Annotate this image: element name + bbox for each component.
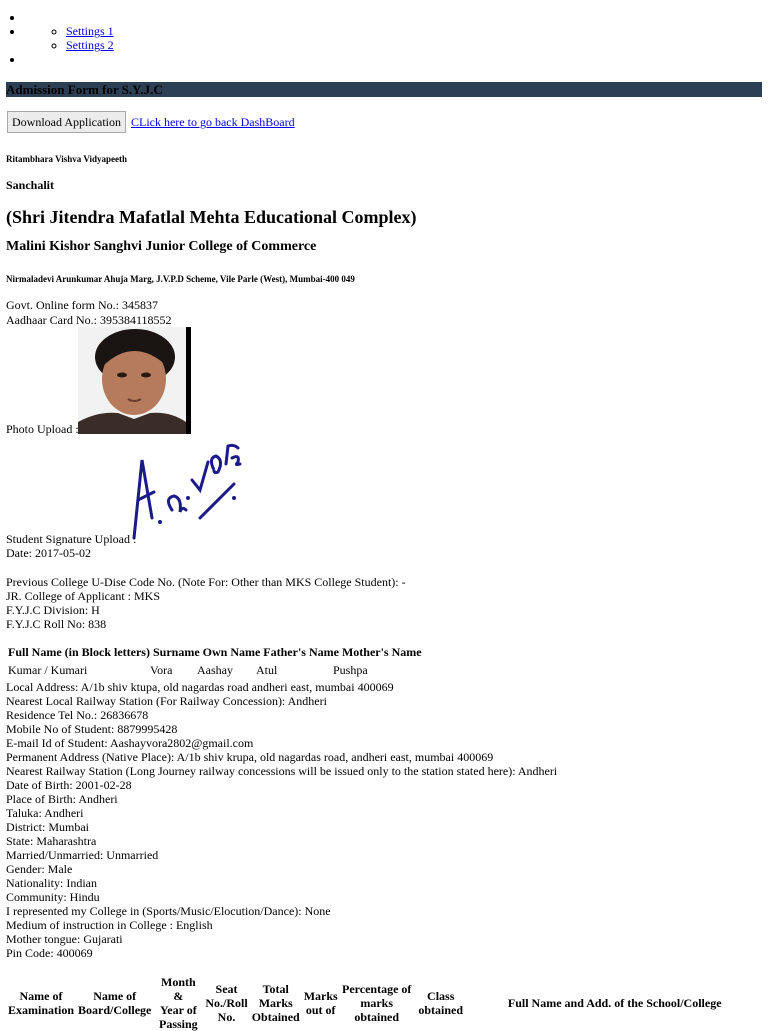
nav-item-empty-1 [24,10,114,24]
col-name-of-examination [6,975,76,1031]
place-of-birth: Place of Birth: Andheri [6,792,118,806]
col-school-name-address [468,975,762,1031]
col-header-line: Examination [8,1003,75,1017]
col-name-of-board [76,975,153,1031]
nav-item-settings [24,24,114,52]
col-month-year [153,975,203,1031]
col-header-line: Seat [215,982,238,996]
name-title: Kumar / Kumari [8,663,88,677]
institution-line-2: Sanchalit [6,178,55,192]
nav-item-empty-2 [24,52,114,66]
col-header-line: obtained [418,1003,464,1017]
institution-line-3: (Shri Jitendra Mafatlal Mehta Educational Complex) [6,207,417,227]
represented-college: I represented my College in (Sports/Music/Elocution/Dance): None [6,904,331,918]
dashboard-link[interactable]: CLick here to go back DashBoard [130,115,295,129]
marital-status: Married/Unmarried: Unmarried [6,848,159,862]
col-header-line: Board/College [78,1003,152,1017]
college-name: Malini Kishor Sanghvi Junior College of Commerce [6,239,317,254]
fyjc-division: F.Y.J.C Division: H [6,603,100,617]
col-header-line: Marks [258,996,293,1010]
state: State: Maharashtra [6,834,97,848]
student-signature [130,440,242,544]
download-application-button[interactable]: Download Application [7,111,126,133]
col-header-line: Month & [161,975,196,1003]
submenu-item-settings-2 [66,38,114,52]
application-date: Date: 2017-05-02 [6,546,91,560]
signature-upload-label: Student Signature Upload : [6,532,137,546]
student-details [6,680,557,960]
col-header-line: out of [305,1003,336,1017]
district: District: Mumbai [6,820,89,834]
settings-1-link[interactable]: Settings 1 [66,24,114,38]
col-header-line: Full Name and Add. of the School/College [507,996,722,1010]
col-header-line: Obtained [251,1010,300,1024]
residence-tel: Residence Tel No.: 26836678 [6,708,149,722]
taluka: Taluka: Andheri [6,806,84,820]
col-header-line: Percentage of [341,982,412,996]
col-header-line: marks [360,996,394,1010]
fyjc-roll-no: F.Y.J.C Roll No: 838 [6,617,107,631]
exam-table [6,975,762,1031]
settings-submenu [24,24,114,52]
institution-line-1: Ritambhara Vishva Vidyapeeth [6,154,128,164]
surname: Vora [150,663,173,677]
col-total-marks [250,975,302,1031]
col-header-line: No./Roll [205,996,248,1010]
col-percentage [340,975,414,1031]
college-address: Nirmaladevi Arunkumar Ahuja Marg, J.V.P.D Scheme, Vile Parle (West), Mumbai-400 049 [6,274,355,284]
col-header-line: Name of [19,989,63,1003]
govt-form-number: Govt. Online form No.: 345837 [6,298,158,312]
mother-tongue: Mother tongue: Gujarati [6,932,123,946]
col-header-line: Total [262,982,289,996]
col-header-line: Year of [159,1003,197,1017]
nationality: Nationality: Indian [6,876,97,890]
gender: Gender: Male [6,862,73,876]
student-photo [78,327,191,434]
top-nav [6,10,114,66]
community: Community: Hindu [6,890,100,904]
name-table-header: Full Name (in Block letters) Surname Own Name Father's Name Mother's Name [8,645,422,659]
col-header-line: No. [217,1010,236,1024]
nearest-local-station: Nearest Local Railway Station (For Railway Concession): Andheri [6,694,327,708]
page-title-bar [6,82,762,97]
page-title: Admission Form for S.Y.J.C [6,82,163,97]
permanent-address: Permanent Address (Native Place): A/1b shiv krupa, old nagardas road, andheri east, mumbai 400069 [6,750,494,764]
col-header-line: Passing [159,1017,198,1031]
own-name: Aashay [197,663,233,677]
local-address: Local Address: A/1b shiv ktupa, old nagardas road andheri east, mumbai 400069 [6,680,394,694]
action-bar [7,111,295,133]
exam-table-header-row [6,975,762,1031]
date-of-birth: Date of Birth: 2001-02-28 [6,778,132,792]
col-header-line: Marks [303,989,338,1003]
col-seat-no [203,975,249,1031]
mother-name: Pushpa [333,663,368,677]
medium-of-instruction: Medium of instruction in College : English [6,918,213,932]
jr-college: JR. College of Applicant : MKS [6,589,160,603]
long-journey-station: Nearest Railway Station (Long Journey railway concessions will be issued only to the station stated here): Andheri [6,764,558,778]
photo-upload-label: Photo Upload : [6,422,79,436]
col-header-line: obtained [354,1010,400,1024]
mobile-number: Mobile No of Student: 8879995428 [6,722,178,736]
signature-image [130,440,242,544]
email: E-mail Id of Student: Aashayvora2802@gmail.com [6,736,254,750]
col-header-line: Name of [93,989,137,1003]
col-class-obtained [414,975,468,1031]
submenu-item-settings-1 [66,24,114,38]
col-header-line: Class [427,989,455,1003]
father-name: Atul [256,663,278,677]
pin-code: Pin Code: 400069 [6,946,93,960]
aadhaar-number: Aadhaar Card No.: 395384118552 [6,313,172,327]
udise-code: Previous College U-Dise Code No. (Note For: Other than MKS College Student): - [6,575,406,589]
col-marks-out-of [302,975,340,1031]
student-photo-image [78,327,191,434]
settings-2-link[interactable]: Settings 2 [66,38,114,52]
